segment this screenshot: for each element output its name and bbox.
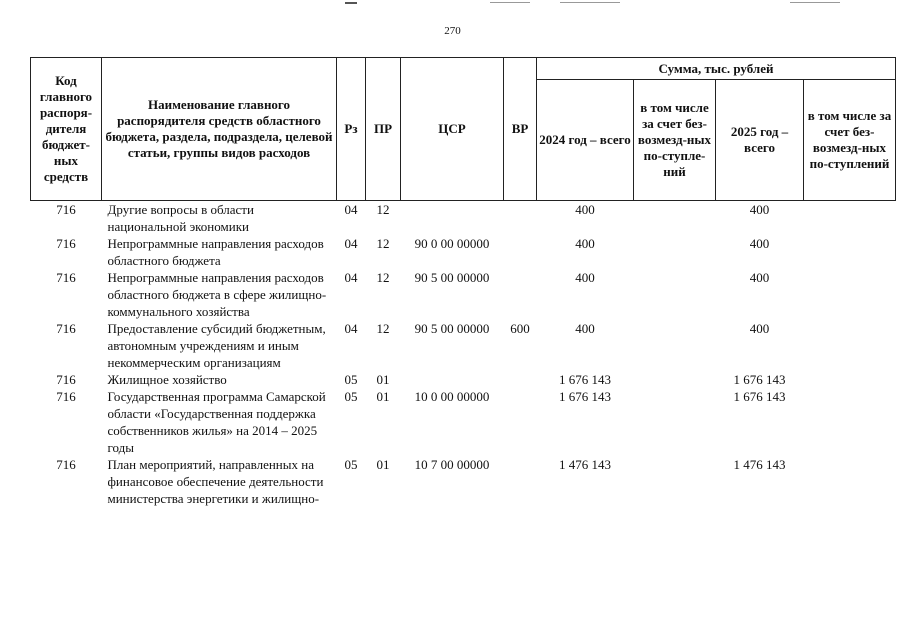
header-2025-grants: в том числе за счет без-возмезд-ных по-ступлений [804,80,896,201]
cell-2024-total: 400 [575,236,595,251]
cell-csr: 90 0 00 00000 [414,236,490,251]
cell-vr [504,235,537,269]
cell-2025-grants [804,235,896,269]
cell-rz: 04 [344,236,358,251]
cell-2024-total: 1 676 143 [559,389,611,404]
cell-2025-total: 1 676 143 [733,389,786,404]
cell-code: 716 [56,321,76,336]
cell-2024-total: 1 676 143 [559,372,611,387]
scan-artifact [790,2,840,3]
cell-2025-total: 400 [749,270,770,285]
cell-csr: 90 5 00 00000 [414,321,490,336]
cell-code: 716 [56,202,76,217]
cell-2024-total: 1 476 143 [559,457,611,472]
cell-name: Предоставление субсидий бюджетным, автономным учреждениям и иным некоммерческим организациям [107,321,326,370]
table-header [31,58,896,201]
header-2024-grants: в том числе за счет без-возмезд-ных по-ступле-ний [634,80,716,201]
cell-pr: 01 [376,389,390,404]
header-code: Код главного распоря-дителя бюджет-ных средств [31,58,102,201]
cell-2024-total: 400 [575,321,595,336]
cell-vr [504,456,537,507]
cell-2025-total: 400 [749,321,770,336]
cell-vr [504,388,537,456]
header-csr: ЦСР [401,58,504,201]
cell-pr: 12 [376,270,390,285]
table-row [31,371,896,388]
scan-artifact [490,2,530,3]
cell-code: 716 [56,270,76,285]
table-row [31,456,896,507]
cell-csr: 10 7 00 00000 [414,457,490,472]
header-pr: ПР [366,58,401,201]
cell-2024-grants [634,456,716,507]
cell-2025-grants [804,456,896,507]
cell-name: Государственная программа Самарской области «Государственная поддержка собственников жилья» на 2014 – 2025 годы [107,389,326,455]
cell-2025-total: 1 676 143 [733,372,786,387]
cell-rz: 04 [344,202,358,217]
cell-2024-grants [634,269,716,320]
header-name: Наименование главного распорядителя средств областного бюджета, раздела, подраздела, целевой статьи, группы видов расходов [102,58,337,201]
cell-name: Жилищное хозяйство [107,372,227,387]
table-row [31,388,896,456]
cell-name: Непрограммные направления расходов областного бюджета [107,236,324,268]
cell-rz: 04 [344,270,358,285]
header-2024-total: 2024 год – всего [537,80,634,201]
cell-rz: 05 [344,389,358,404]
budget-table [30,57,896,507]
cell-code: 716 [56,372,76,387]
cell-2025-grants [804,320,896,371]
cell-2024-grants [634,388,716,456]
cell-2024-grants [634,201,716,236]
cell-vr: 600 [510,321,530,336]
cell-code: 716 [56,389,76,404]
cell-csr: 90 5 00 00000 [414,270,490,285]
header-rz: Рз [337,58,366,201]
cell-pr: 12 [376,321,390,336]
header-2025-total: 2025 год – всего [716,80,804,201]
cell-pr: 12 [376,202,390,217]
header-vr: ВР [504,58,537,201]
cell-code: 716 [56,236,76,251]
cell-rz: 04 [344,321,358,336]
cell-vr [504,269,537,320]
cell-csr [401,371,504,388]
cell-2024-grants [634,371,716,388]
cell-2025-total: 1 476 143 [733,457,786,472]
cell-2025-total: 400 [749,202,770,217]
cell-name: Непрограммные направления расходов областного бюджета в сфере жилищно-коммунального хозяйства [107,270,327,319]
cell-2025-grants [804,201,896,236]
cell-2025-total: 400 [749,236,770,251]
cell-2025-grants [804,269,896,320]
cell-rz: 05 [344,457,358,472]
cell-pr: 01 [376,457,390,472]
table-row [31,320,896,371]
scan-artifact [345,2,357,4]
table-row [31,201,896,236]
cell-csr: 10 0 00 00000 [414,389,490,404]
cell-rz: 05 [344,372,358,387]
table-row [31,235,896,269]
header-sum-group: Сумма, тыс. рублей [537,58,896,80]
scan-artifact [560,2,620,3]
cell-2024-grants [634,235,716,269]
cell-2024-grants [634,320,716,371]
cell-2024-total: 400 [575,202,595,217]
page-number: 270 [444,25,461,37]
cell-csr [401,201,504,236]
cell-2024-total: 400 [575,270,595,285]
table-row [31,269,896,320]
cell-pr: 01 [376,372,390,387]
cell-pr: 12 [376,236,390,251]
cell-name: Другие вопросы в области национальной экономики [107,202,254,234]
cell-vr [504,201,537,236]
cell-code: 716 [56,457,76,472]
cell-2025-grants [804,388,896,456]
table-body [31,201,896,508]
cell-2025-grants [804,371,896,388]
cell-vr [504,371,537,388]
cell-name: План мероприятий, направленных на финансовое обеспечение деятельности министерства энергетики и жилищно- [107,457,324,506]
